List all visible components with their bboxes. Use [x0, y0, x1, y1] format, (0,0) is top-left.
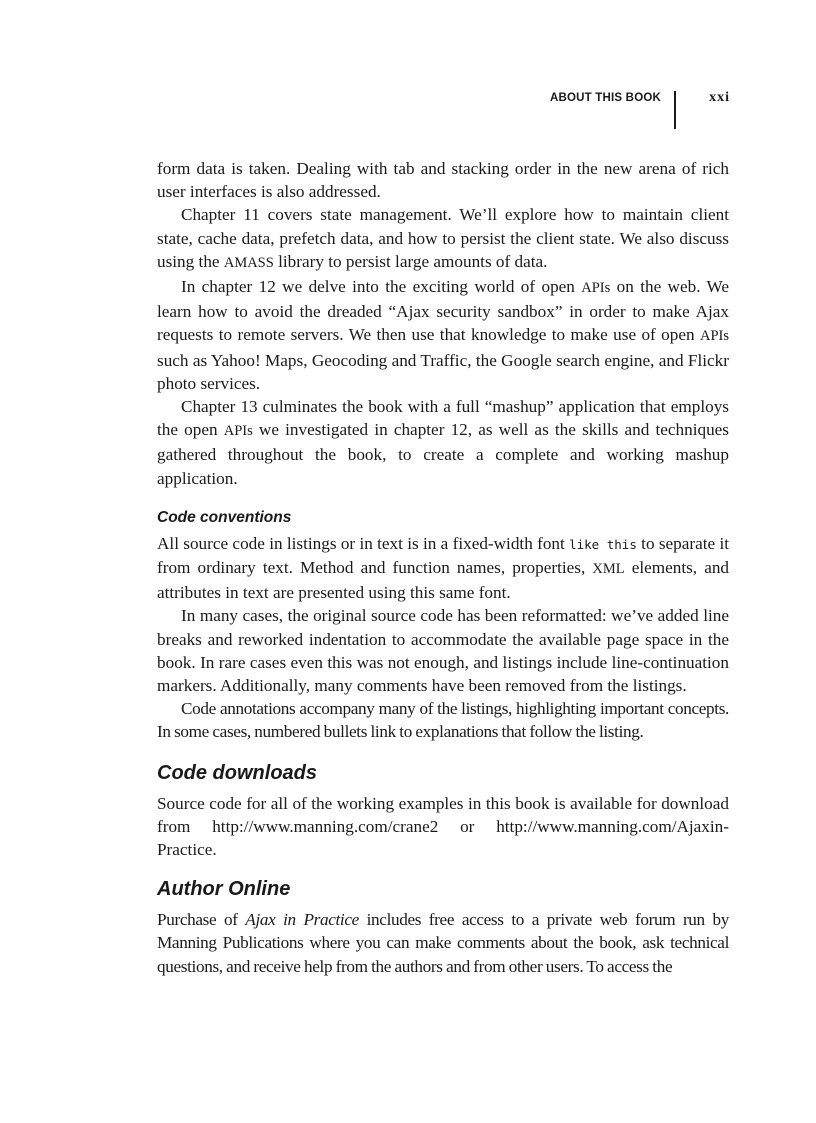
acronym-apis: APIs — [581, 280, 611, 297]
page-body — [157, 157, 729, 978]
acronym-apis: APIs — [223, 423, 253, 440]
paragraph: Source code for all of the working examples in this book is available for download from http://www.manning.com/crane2 or http://www.manning.com/Ajaxin-Practice. — [157, 793, 729, 860]
header-divider — [674, 91, 676, 129]
acronym-xml: XML — [592, 561, 625, 578]
running-head — [450, 91, 730, 131]
acronym-apis: APIs — [699, 328, 729, 345]
paragraph: All source code in listings or in text is in a fixed-width font like this to separate it from ordinary text. Method and function names, properties, XML elements, and attributes in text are presented using this same font. — [157, 533, 730, 603]
running-head-section: ABOUT THIS BOOK — [550, 92, 661, 104]
inline-code: like this — [569, 536, 637, 552]
book-title: Ajax in Practice — [245, 910, 359, 930]
heading-code-downloads: Code downloads — [157, 761, 317, 784]
paragraph: In chapter 12 we delve into the exciting world of open APIs on the web. We learn how to avoid the dreaded “Ajax security sandbox” in order to make Ajax requests to remote servers. We then use that knowledge to make use of open APIs such as Yahoo! Maps, Geocoding and Traffic, the Google search engine, and Flickr photo services. — [157, 277, 730, 393]
acronym-amass: AMASS — [223, 254, 274, 271]
paragraph: Chapter 11 covers state management. We’ll explore how to maintain client state, cache data, prefetch data, and how to persist the client state. We also discuss using the AMASS library to persist large amounts of data. — [157, 205, 729, 271]
paragraph: Purchase of Ajax in Practice includes free access to a private web forum run by Manning Publications where you can make comments about the book, ask technical questions, and receive help from the authors and from other users. To access the — [157, 910, 729, 976]
heading-author-online: Author Online — [157, 878, 291, 901]
heading-code-conventions: Code conventions — [157, 508, 292, 526]
paragraph: form data is taken. Dealing with tab and stacking order in the new arena of rich user interfaces is also addressed. — [157, 159, 729, 202]
page-number: xxi — [709, 90, 730, 105]
paragraph: In many cases, the original source code has been reformatted: we’ve added line breaks and reworked indentation to accommodate the available page space in the book. In rare cases even this was not enough, and listings include line-continuation markers. Additionally, many comments have been removed from the listings. — [157, 606, 729, 696]
paragraph: Chapter 13 culminates the book with a full “mashup” application that employs the open APIs we investigated in chapter 12, as well as the skills and techniques gathered throughout the book, to create a complete and working mashup application. — [157, 397, 729, 488]
paragraph: Code annotations accompany many of the listings, highlighting important concepts. In some cases, numbered bullets link to explanations that follow the listing. — [157, 699, 729, 742]
